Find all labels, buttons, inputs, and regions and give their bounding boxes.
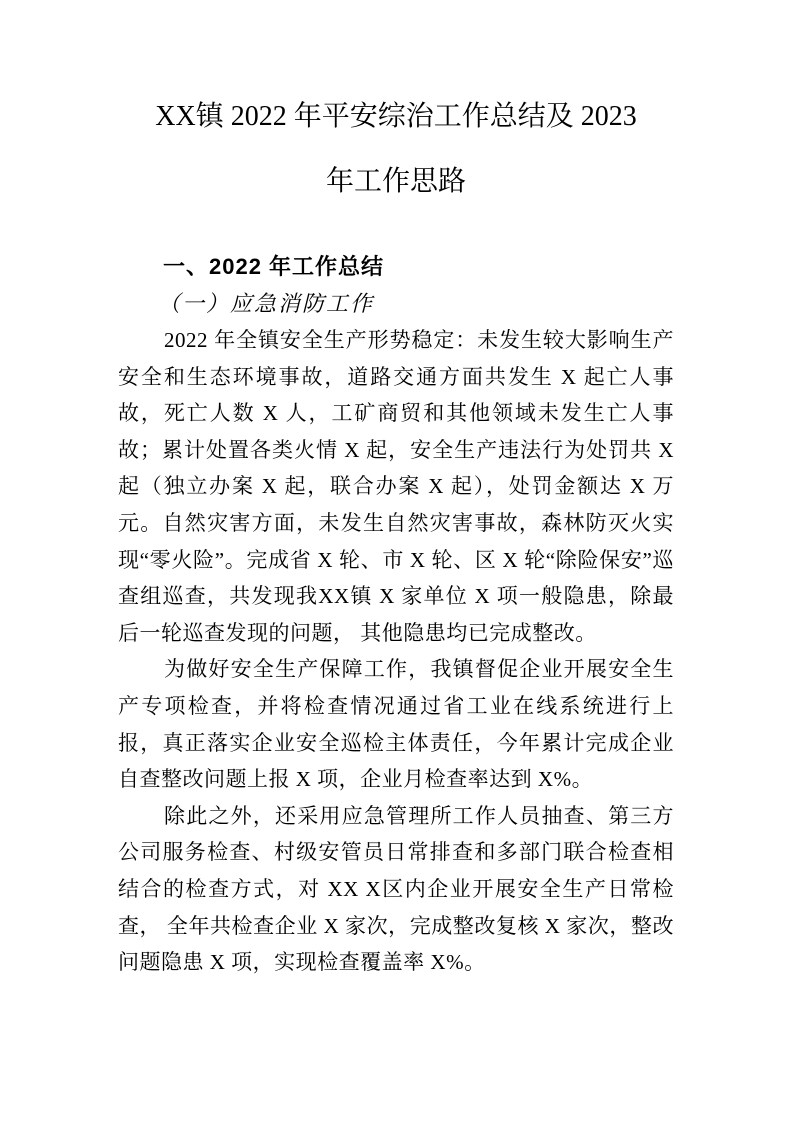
subsection-heading-emergency-fire-work: （一）应急消防工作 bbox=[158, 291, 375, 316]
document-title-line-1: XX镇 2022 年平安综治工作总结及 2023 bbox=[155, 101, 637, 132]
section-heading-2022-summary: 一、2022 年工作总结 bbox=[163, 254, 385, 279]
paragraph-enterprise-inspection-reporting: 为做好安全生产保障工作，我镇督促企业开展安全生产专项检查，并将检查情况通过省工业在线系统进行上报，真正落实企业安全巡检主体责任，今年累计完成企业自查整改问题上报 X 项，企业月检查率达到 X%。 bbox=[118, 657, 674, 792]
document-title-line-2: 年工作思路 bbox=[325, 166, 466, 197]
paragraph-combined-inspection-methods: 除此之外，还采用应急管理所工作人员抽查、第三方公司服务检查、村级安管员日常排查和多部门联合检查相结合的检查方式，对 XX X区内企业开展安全生产日常检查， 全年共检查企业 X 家次，完成整改复核 X 家次，整改问题隐患 X 项，实现检查覆盖率 X%。 bbox=[118, 803, 674, 975]
paragraph-safety-situation: 2022 年全镇安全生产形势稳定：未发生较大影响生产安全和生态环境事故，道路交通方面共发生 X 起亡人事故，死亡人数 X 人，工矿商贸和其他领域未发生亡人事故；累计处置各类火情 X 起，安全生产违法行为处罚共 X 起（独立办案 X 起，联合办案 X 起），处罚金额达 X 万元。自然灾害方面，未发生自然灾害事故，森林防灭火实现“零火险”。完成省 X 轮、市 X 轮、区 X 轮“除险保安”巡查组巡查，共发现我XX镇 X 家单位 X 项一般隐患，除最后一轮巡查发现的问题， 其他隐患均已完成整改。 bbox=[118, 328, 674, 645]
document-title bbox=[118, 84, 674, 214]
